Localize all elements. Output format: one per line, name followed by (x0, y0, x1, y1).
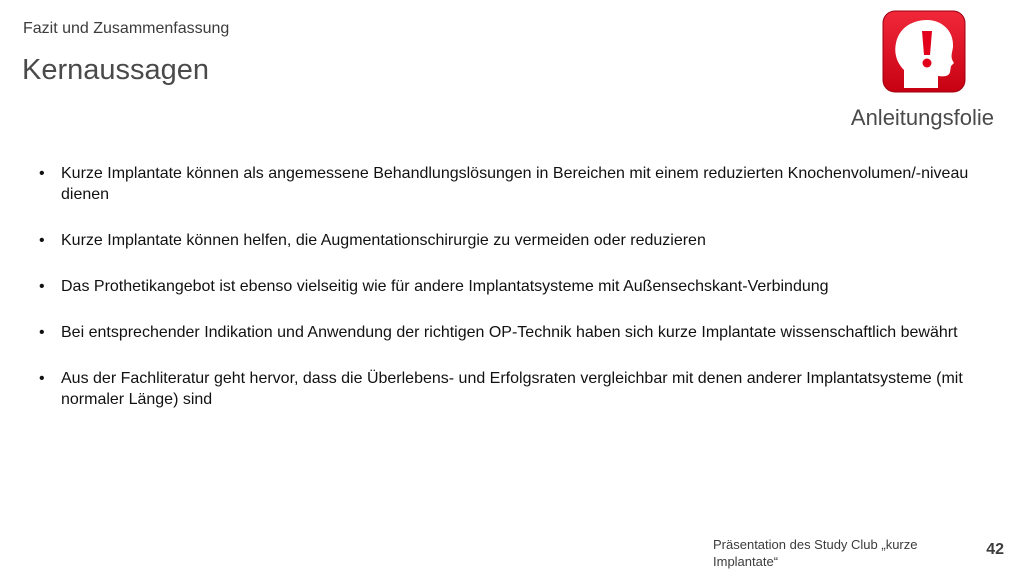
slide-type-label: Anleitungsfolie (850, 105, 994, 130)
bullet-text: Bei entsprechender Indikation und Anwendung der richtigen OP-Technik haben sich kurze Implantate wissenschaftlich bewährt (61, 324, 958, 341)
list-item (36, 322, 996, 343)
list-item (36, 368, 996, 410)
footer-text: Präsentation des Study Club „kurze Implantate“ (713, 537, 918, 569)
head-exclamation-icon (882, 10, 966, 93)
bullet-marker: • (39, 232, 45, 249)
bullet-text: Aus der Fachliteratur geht hervor, dass die Überlebens- und Erfolgsraten vergleichbar mit denen anderer Implantatsysteme (mit normaler Länge) sind (61, 370, 963, 408)
key-points-list (36, 163, 996, 435)
list-item (36, 230, 996, 251)
bullet-text: Kurze Implantate können helfen, die Augmentationschirurgie zu vermeiden oder reduzieren (61, 232, 706, 249)
bullet-text: Das Prothetikangebot ist ebenso vielseitig wie für andere Implantatsysteme mit Außensechskant-Verbindung (61, 278, 829, 295)
bullet-text: Kurze Implantate können als angemessene Behandlungslösungen in Bereichen mit einem reduzierten Knochenvolumen/-niveau dienen (61, 165, 969, 203)
page-title: Kernaussagen (22, 54, 210, 86)
list-item (36, 163, 996, 205)
bullet-marker: • (39, 370, 45, 387)
section-title: Fazit und Zusammenfassung (23, 20, 230, 37)
list-item (36, 276, 996, 297)
bullet-marker: • (39, 278, 45, 295)
bullet-marker: • (39, 324, 45, 341)
page-number: 42 (986, 541, 1004, 558)
bullet-marker: • (39, 165, 45, 182)
